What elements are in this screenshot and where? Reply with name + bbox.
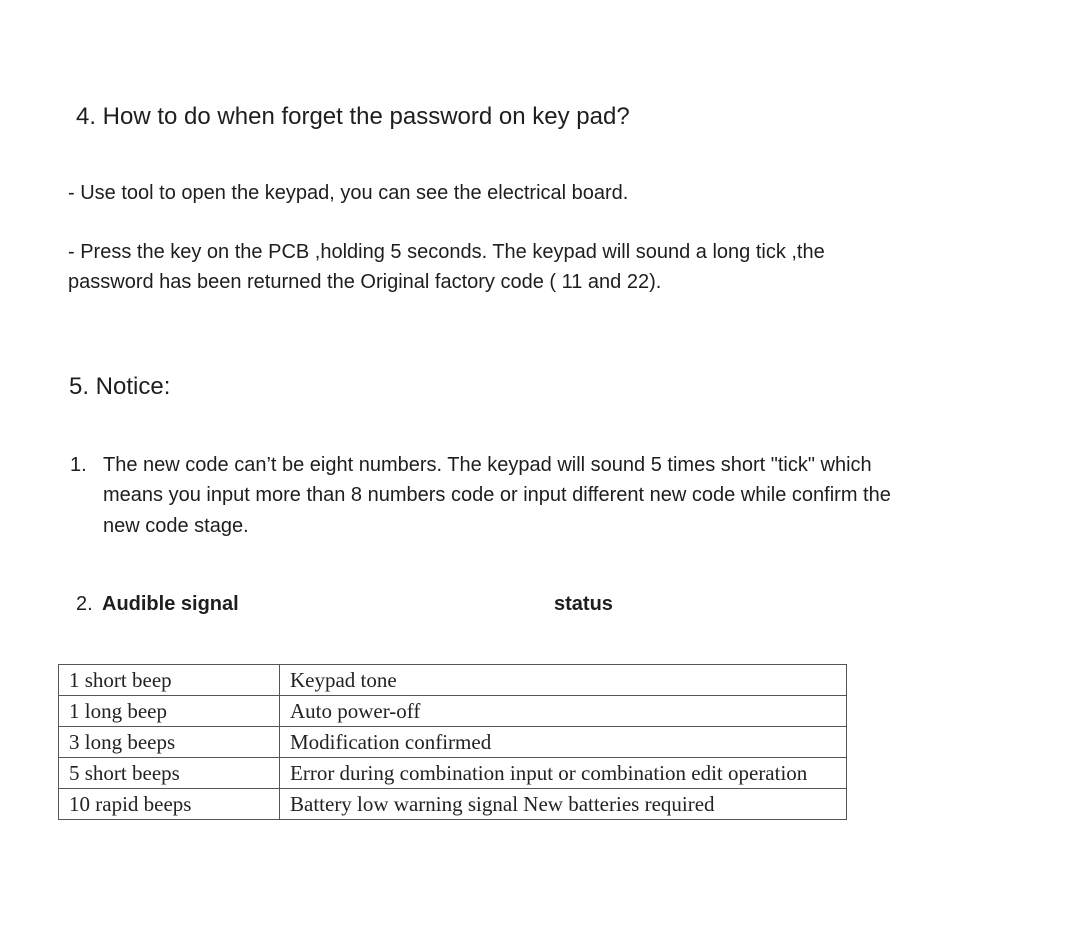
- signal-cell: 1 short beep: [59, 665, 280, 696]
- audible-signal-label: Audible signal: [102, 593, 239, 615]
- section-4-heading: 4. How to do when forget the password on key pad?: [76, 103, 630, 130]
- notice-item-1-line2: means you input more than 8 numbers code or input different new code while confirm the: [103, 484, 891, 506]
- table-row: [59, 665, 847, 696]
- step-open-keypad: - Use tool to open the keypad, you can see the electrical board.: [68, 182, 629, 204]
- status-cell: Modification confirmed: [280, 727, 847, 758]
- step-press-key-line1: - Press the key on the PCB ,holding 5 seconds. The keypad will sound a long tick ,the: [68, 241, 825, 263]
- table-row: [59, 696, 847, 727]
- section-5-heading: 5. Notice:: [69, 373, 171, 400]
- signal-cell: 1 long beep: [59, 696, 280, 727]
- table-row: [59, 758, 847, 789]
- notice-item-1-line3: new code stage.: [103, 515, 249, 537]
- signal-cell: 5 short beeps: [59, 758, 280, 789]
- status-cell: Keypad tone: [280, 665, 847, 696]
- step-press-key-line2: password has been returned the Original factory code ( 11 and 22).: [68, 271, 662, 293]
- status-cell: Error during combination input or combination edit operation: [280, 758, 847, 789]
- status-label: status: [554, 593, 613, 615]
- notice-item-2-number: 2.: [76, 593, 93, 615]
- audible-signal-table: [58, 664, 847, 820]
- table-row: [59, 727, 847, 758]
- status-cell: Auto power-off: [280, 696, 847, 727]
- notice-item-1-line1: The new code can’t be eight numbers. The keypad will sound 5 times short "tick" which: [103, 454, 872, 476]
- notice-item-1-number: 1.: [70, 454, 87, 476]
- table-row: [59, 789, 847, 820]
- status-cell: Battery low warning signal New batteries required: [280, 789, 847, 820]
- signal-cell: 3 long beeps: [59, 727, 280, 758]
- signal-cell: 10 rapid beeps: [59, 789, 280, 820]
